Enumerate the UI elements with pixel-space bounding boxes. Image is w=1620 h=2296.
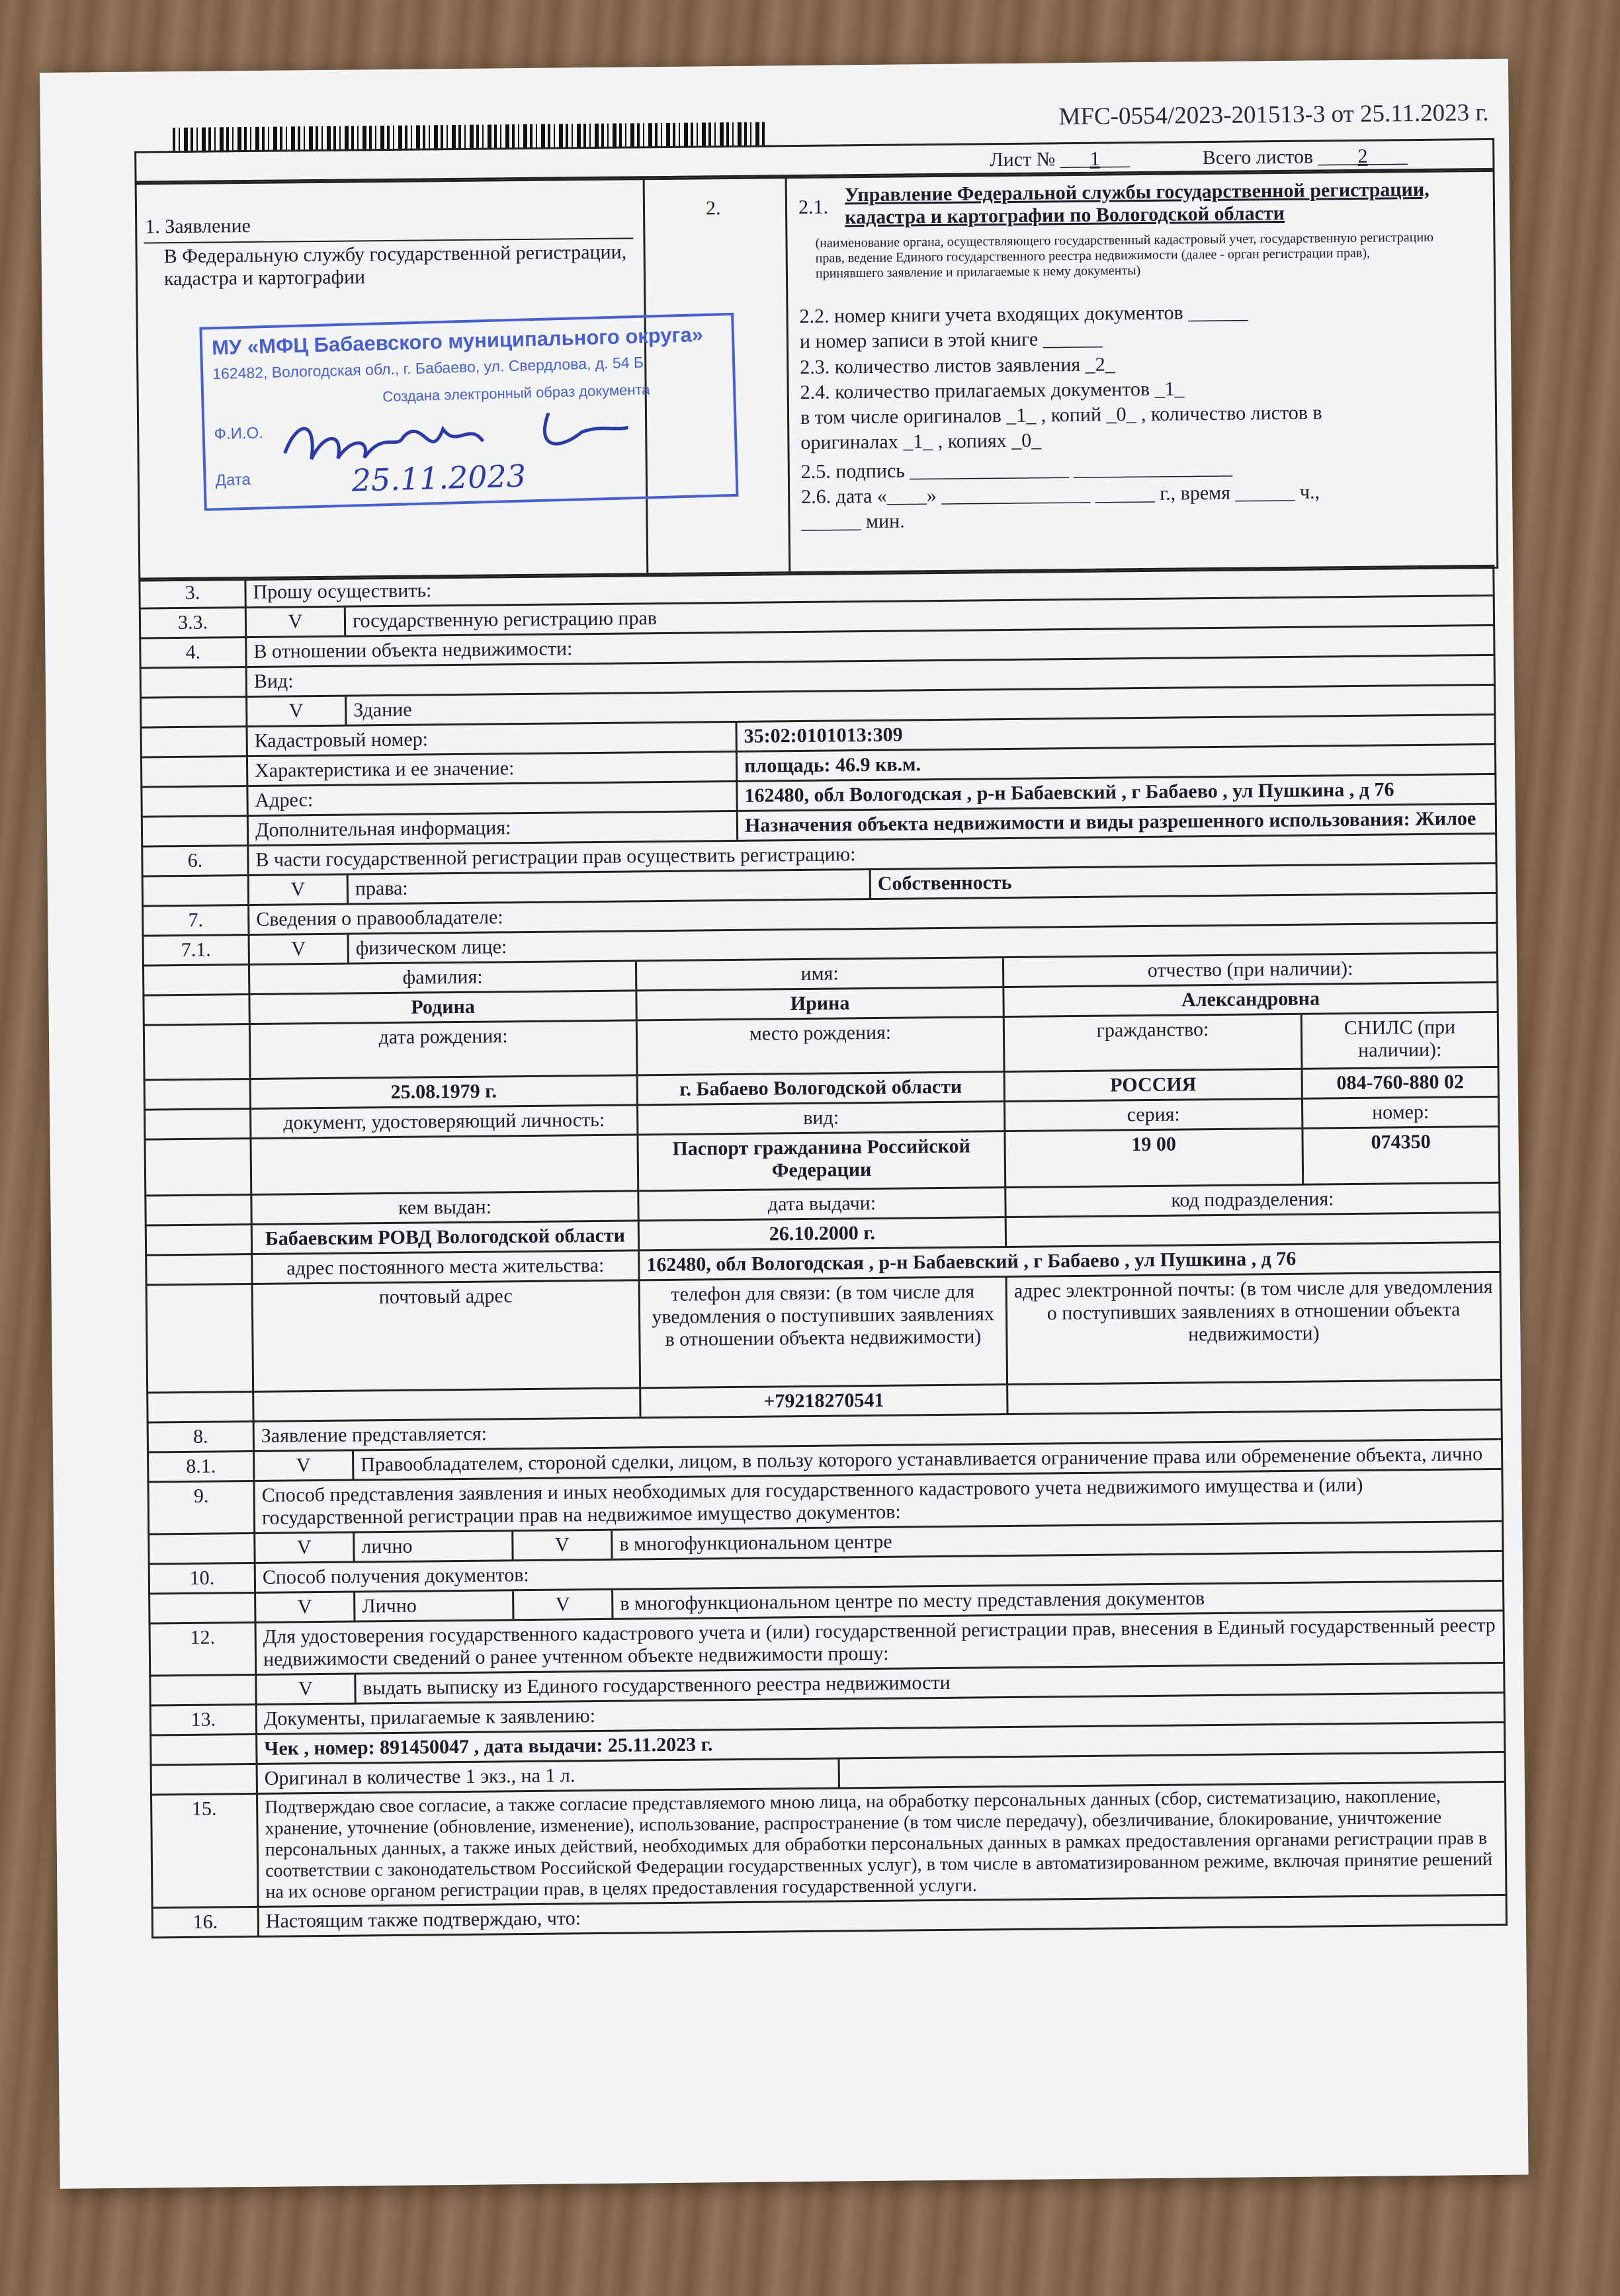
table-cell [147,1225,253,1254]
table-cell: дата рождения: [251,1021,638,1078]
table-cell: адрес постоянного места жительства: [253,1251,640,1283]
main-table [138,565,1508,1939]
registrar-org: Управление Федеральной службы государственной регистрации, кадастра и картографии по Вологодской области [844,178,1429,229]
table-cell [143,817,249,846]
table-cell: 7.1. [144,936,250,965]
table-cell: гражданство: [1005,1015,1303,1071]
table-cell [254,1389,641,1420]
table-cell: 3. [140,579,246,608]
table-cell [148,1393,254,1422]
person-contacts-header [146,1273,1502,1394]
table-cell [1008,1381,1500,1413]
table-cell [142,787,248,816]
s22: 2.2. номер книги учета входящих документов ______ [799,301,1248,327]
table-cell: В части государственной регистрации прав осуществить регистрацию: [255,843,856,871]
table-cell [148,1285,255,1392]
table-cell: 9. [149,1482,255,1534]
table-cell: +79218270541 [641,1385,1008,1416]
table-cell [142,757,248,786]
table-cell: имя: [637,958,1004,989]
section-2-num: 2. [705,197,721,220]
table-cell: 8. [149,1422,255,1452]
table-cell [146,1080,251,1109]
table-cell: Здание [353,698,412,721]
table-cell: 19 00 [1005,1129,1304,1186]
table-cell [251,1135,639,1194]
table-cell: 26.10.2000 г. [640,1218,1007,1249]
table-cell [151,1735,257,1764]
table-cell [146,1139,253,1195]
table-cell: физическом лице: [355,936,507,960]
table-cell: вид: [638,1102,1005,1133]
table-cell: 25.08.1979 г. [251,1076,638,1108]
row-15 [150,1783,1508,1909]
table-cell: 162480, обл Вологодская , р-н Бабаевский , г Бабаево , ул Пушкина , д 76 [744,778,1394,807]
table-cell [152,1765,258,1794]
svg-text:25.11.2023: 25.11.2023 [351,458,527,499]
table-cell: Для удостоверения государственного кадастрового учета и (или) государственной регистрации прав, внесения в Единый государственный реестр недвижимости сведений о ранее учтенном объекте недвижимости прошу: [263,1614,1496,1670]
table-cell: Паспорт гражданина Российской Федерации [638,1132,1006,1190]
table-cell: 6. [143,846,249,876]
s24c: оригиналах _1_ , копиях _0_ [800,429,1042,454]
table-cell: 084-760-880 02 [1336,1071,1465,1094]
table-cell: Документы, прилагаемые к заявлению: [263,1705,596,1730]
table-cell: 8.1. [149,1452,255,1481]
document-id: MFC-0554/2023-201513-3 от 25.11.2023 г. [1058,99,1489,131]
table-cell: V [513,1531,613,1559]
table-cell [840,1753,1504,1787]
table-cell [147,1255,253,1284]
table-cell [146,1110,251,1139]
table-cell: 074350 [1371,1130,1431,1153]
table-cell: лично [355,1532,513,1561]
table-cell: Оригинал в количестве 1 экз., на 1 л. [258,1760,840,1793]
table-cell: 35:02:0101013:309 [744,723,903,747]
table-cell: номер: [1371,1100,1429,1124]
table-cell: в многофункциональном центре [619,1530,892,1555]
table-cell: Характеристика и ее значение: [248,753,738,785]
table-cell: государственную регистрацию прав [352,607,658,632]
table-cell: Правообладателем, стороной сделки, лицом, в пользу которого устанавливается ограничение права или обременение объекта, лично [361,1443,1483,1476]
table-cell: 13. [151,1705,257,1735]
table-cell: Вид: [253,670,294,692]
table-cell: выдать выписку из Единого государственного реестра недвижимости [362,1671,951,1700]
table-cell: Настоящим также подтверждаю, что: [265,1907,581,1932]
table-cell: Прошу осуществить: [253,579,432,603]
table-cell: Бабаевским РОВД Вологодской области [253,1221,640,1253]
table-cell: V [247,697,347,725]
table-cell: V [247,608,346,636]
table-cell: Кадастровый номер: [248,723,738,755]
table-cell: документ, удостоверяющий личность: [251,1106,638,1137]
table-cell: г. Бабаево Вологодской области [638,1073,1005,1104]
table-cell: 16. [153,1908,259,1937]
table-cell: код подразделения: [1171,1188,1334,1211]
s25: 2.5. подпись ________________ ________________ [800,456,1233,483]
table-cell: телефон для связи: (в том числе для уведомления о поступивших заявлениях в отношении объекта недвижимости) [640,1278,1009,1387]
table-cell: Адрес: [248,782,738,815]
table-cell: 162480, обл Вологодская , р-н Бабаевский , г Бабаево , ул Пушкина , д 76 [646,1247,1297,1276]
table-cell: Лично [355,1591,514,1620]
table-cell: V [255,1534,355,1562]
s24b: в том числе оригиналов _1_ , копий _0_ , количество листов в [800,401,1322,429]
table-cell: Заявление представляется: [261,1422,488,1447]
s22b: и номер записи в этой книге ______ [799,327,1103,352]
table-cell: права: [349,870,871,903]
s26: 2.6. дата «____» _______________ ______ г., время ______ ч., [801,481,1320,508]
table-cell: отчество (при наличии): [1147,958,1353,981]
table-cell: Александровна [1181,987,1320,1011]
table-cell: 7. [144,906,249,935]
table-cell: V [249,876,349,904]
table-cell: Родина [250,991,637,1023]
table-cell: V [255,1452,354,1480]
table-cell: серия: [1005,1100,1303,1130]
table-cell: Способ представления заявления и иных необходимых для государственного кадастрового учета недвижимого имущества и (или) государственной регистрации прав на недвижимое имущество документов: [261,1473,1363,1529]
table-cell: Назначения объекта недвижимости и виды разрешенного использования: Жилое [744,807,1476,837]
table-cell [145,1025,251,1079]
s26b: ______ мин. [801,510,905,533]
table-cell: Ирина [637,988,1004,1019]
table-cell: 3.3. [141,608,247,637]
table-cell: V [256,1593,355,1621]
table-cell: площадь: 46.9 кв.м. [744,753,921,777]
table-cell: 15. [152,1795,259,1907]
table-cell [150,1594,256,1623]
table-cell [142,668,247,697]
table-cell: Сведения о правообладателе: [256,906,503,930]
table-cell: 4. [141,638,247,667]
table-cell: в многофункциональном центре по месту представления документов [620,1587,1205,1615]
section-1-addressee: В Федеральную службу государственной регистрации, кадастра и картографии [163,241,627,290]
table-cell: кем выдан: [252,1192,639,1223]
table-cell [144,876,249,905]
table-cell: В отношении объекта недвижимости: [253,637,573,663]
table-cell: адрес электронной почты: (в том числе для уведомления о поступивших заявлениях в отношении объекта недвижимости) [1013,1276,1493,1346]
table-cell: дата выдачи: [639,1188,1006,1219]
table-cell: РОССИЯ [1005,1070,1303,1100]
table-cell [149,1534,255,1563]
table-cell: почтовый адрес [253,1281,642,1391]
table-cell: СНИЛС (при наличии): [1343,1016,1456,1061]
mfc-stamp: МУ «МФЦ Бабаевского муниципального округа» 162482, Вологодская обл., г. Бабаево, ул. Свердлова, д. 54 Б Создана электронный образ документа Ф.И.О. Дата 25.11.2023 [199,313,738,511]
s21-num: 2.1. [798,196,829,218]
table-cell: Собственность [877,871,1012,895]
s24: 2.4. количество прилагаемых документов _1_ [800,378,1185,403]
table-cell [1007,1213,1499,1246]
table-cell [151,1676,257,1705]
table-cell: 12. [151,1623,257,1675]
table-cell: Дополнительная информация: [249,812,738,844]
s23: 2.3. количество листов заявления _2_ [800,353,1115,378]
registrar-note: (наименование органа, осуществляющего государственный кадастровый учет, государственную регистрацию прав, ведение Единого государственного реестра недвижимости (далее - орган регистрации прав), принявшего заявление и прилагаемые к нему документы) [815,229,1434,281]
handwritten-signature [270,384,669,500]
table-cell: Подтверждаю свое согласие, а также согласие представляемого мною лица, на обработку персональных данных (сбор, систематизацию, накопление, хранение, уточнение (обновление, изменение), использование, распространение (в том числе передачу), обезличивание, блокирование, уничтожение персональных данных, а также иных действий, необходимых для обработки персональных данных в рамках предоставления органами регистрации прав в соответствии с законодательством Российской Федерации государственных услуг), в том числе в автоматизированном режиме, включая принятие решений на их основе органом регистрации прав, в целях предоставления государственной услуги. [265,1785,1493,1903]
total-sheets-label: Всего листов ____2____ [1202,144,1408,169]
table-cell: 10. [150,1564,256,1593]
section-1-title: 1. Заявление [145,214,251,238]
table-cell: Способ получения документов: [262,1564,529,1588]
table-cell: V [250,935,349,964]
table-cell: V [514,1590,613,1619]
table-cell: фамилия: [250,962,637,993]
application-form-sheet [40,59,1529,2189]
table-cell: V [257,1675,356,1703]
table-cell [144,965,250,995]
table-cell: место рождения: [638,1018,1005,1074]
table-cell: Чек , номер: 891450047 , дата выдачи: 25.11.2023 г. [264,1733,713,1760]
table-cell [144,995,250,1024]
table-cell [142,698,247,727]
table-cell [146,1196,252,1225]
table-cell [142,727,248,757]
sheet-label: Лист № ___1___ [990,147,1130,171]
